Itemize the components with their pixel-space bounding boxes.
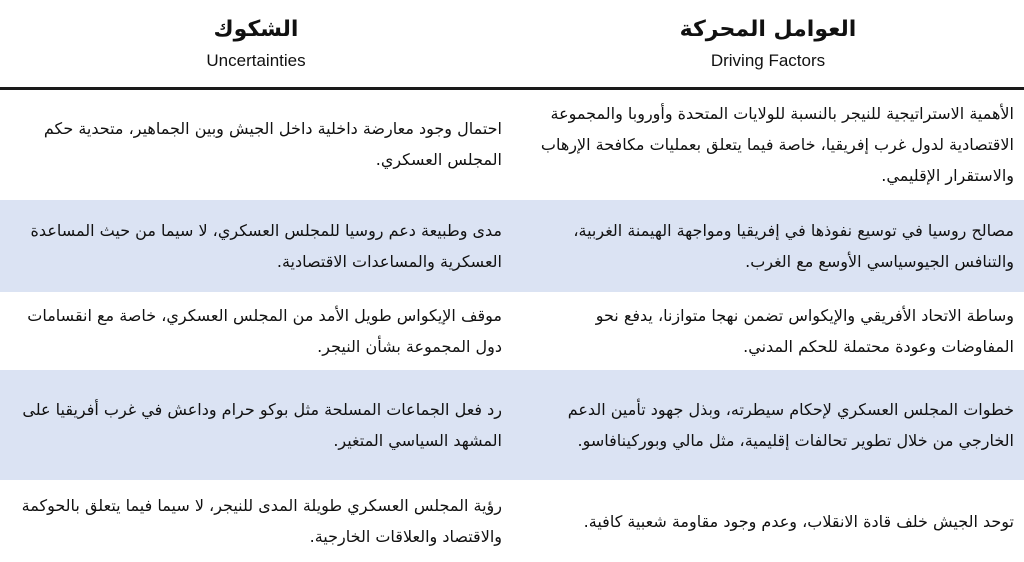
header-uncertainties	[0, 0, 512, 87]
uncertainty-text: رد فعل الجماعات المسلحة مثل بوكو حرام وداعش في غرب أفريقيا على المشهد السياسي المتغير.	[22, 400, 502, 450]
driving-factor-text: وساطة الاتحاد الأفريقي والإيكواس تضمن نهجا متوازنا، يدفع نحو المفاوضات وعودة محتملة للحكم المدني.	[595, 306, 1014, 356]
table-row	[0, 370, 1024, 482]
header-driving-english: Driving Factors	[710, 50, 826, 70]
table-row	[0, 482, 1024, 562]
table-header	[0, 0, 1024, 90]
driving-factor-cell	[512, 482, 1024, 560]
uncertainty-cell	[0, 370, 512, 480]
table-row	[0, 294, 1024, 370]
table-row	[0, 90, 1024, 200]
driving-factor-text: الأهمية الاستراتيجية للنيجر بالنسبة للولايات المتحدة وأوروبا والمجموعة الاقتصادية لدول غرب إفريقيا، خاصة فيما يتعلق بعمليات مكافحة الإرهاب والاستقرار الإقليمي.	[540, 103, 1014, 185]
driving-factor-text: مصالح روسيا في توسيع نفوذها في إفريقيا ومواجهة الهيمنة الغربية، والتنافس الجيوسياسي الأوسع مع الغرب.	[573, 221, 1014, 271]
uncertainty-text: احتمال وجود معارضة داخلية داخل الجيش وبين الجماهير، متحدية حكم المجلس العسكري.	[43, 119, 502, 169]
uncertainty-text: مدى وطبيعة دعم روسيا للمجلس العسكري، لا سيما من حيث المساعدة العسكرية والمساعدات الاقتصادية.	[30, 221, 502, 271]
header-driving-arabic: العوامل المحركة	[679, 16, 857, 42]
uncertainty-cell	[0, 200, 512, 292]
uncertainty-cell	[0, 90, 512, 198]
header-uncertainties-arabic: الشكوك	[213, 16, 299, 42]
driving-factor-cell	[512, 294, 1024, 368]
uncertainty-text: موقف الإيكواس طويل الأمد من المجلس العسكري، خاصة مع انقسامات دول المجموعة بشأن النيجر.	[27, 306, 502, 356]
driving-factor-cell	[512, 90, 1024, 198]
table-body	[0, 90, 1024, 562]
uncertainty-cell	[0, 482, 512, 560]
header-uncertainties-english: Uncertainties	[206, 50, 306, 70]
uncertainty-cell	[0, 294, 512, 368]
driving-factor-text: توحد الجيش خلف قادة الانقلاب، وعدم وجود مقاومة شعبية كافية.	[583, 511, 1014, 531]
table-row	[0, 200, 1024, 294]
uncertainty-text: رؤية المجلس العسكري طويلة المدى للنيجر، لا سيما فيما يتعلق بالحوكمة والاقتصاد والعلاقات الخارجية.	[21, 496, 502, 546]
driving-factor-text: خطوات المجلس العسكري لإحكام سيطرته، وبذل جهود تأمين الدعم الخارجي من خلال تطوير تحالفات إقليمية، مثل مالي وبوركينافاسو.	[567, 400, 1014, 450]
driving-factor-cell	[512, 370, 1024, 480]
driving-factor-cell	[512, 200, 1024, 292]
header-driving-factors	[512, 0, 1024, 87]
